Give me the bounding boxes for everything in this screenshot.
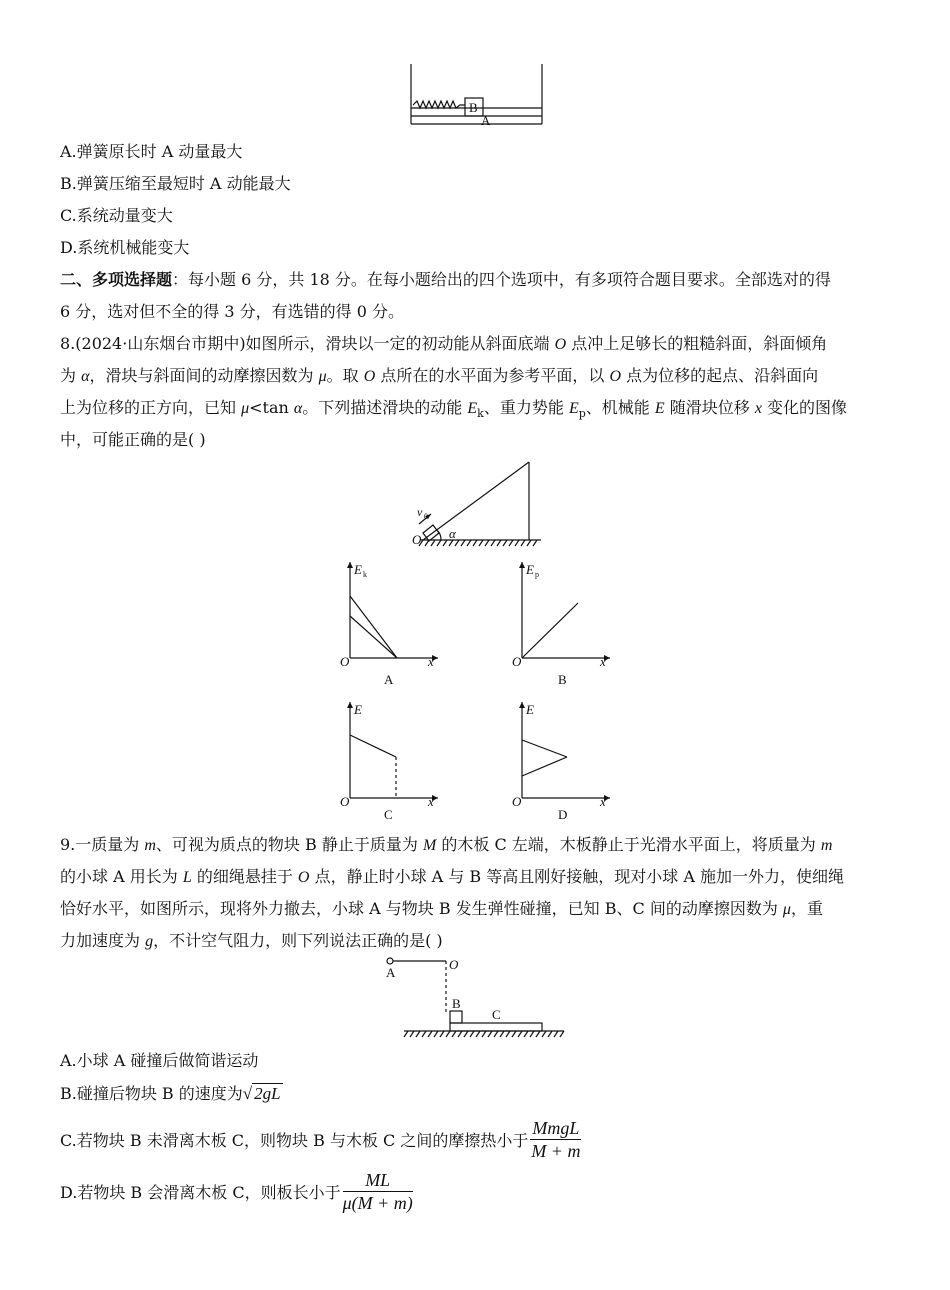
graph-b <box>512 560 617 690</box>
graph-b-caption: B <box>558 672 567 687</box>
q9-option-a: A.小球 A 碰撞后做简谐运动 <box>60 1051 259 1070</box>
q7-option-c: C.系统动量变大 <box>60 206 173 225</box>
svg-text:x: x <box>600 654 606 669</box>
q9-line-2: 的小球 A 用长为 L 的细绳悬挂于 O 点，静止时小球 A 与 B 等高且刚好接触，现对小球 A 施加一外力，使细绳 <box>60 867 844 886</box>
svg-text:O: O <box>512 654 522 669</box>
graph-a-caption: A <box>384 672 394 687</box>
svg-text:k: k <box>363 570 367 579</box>
board-c <box>450 1023 542 1031</box>
label-a: A <box>481 113 491 128</box>
svg-text:E: E <box>354 562 362 577</box>
q7-option-d: D.系统机械能变大 <box>60 238 190 257</box>
q8-line-3: 上为位移的正方向，已知 μ<tan α。下列描述滑块的动能 $E_k$、重力势能 $E_p$、机械能 E 随滑块位移 x 变化的图像 <box>60 398 848 421</box>
section-2-title: 二、多项选择题 <box>60 270 173 289</box>
q7-option-b: B.弹簧压缩至最短时 A 动能最大 <box>60 174 291 193</box>
fraction-c: $\frac{\text{MmgL}}{M + m}$ <box>531 1118 581 1161</box>
svg-text:O: O <box>340 654 350 669</box>
svg-text:E: E <box>526 702 534 717</box>
graph-c-caption: C <box>384 807 393 822</box>
svg-text:A: A <box>386 965 396 980</box>
q7-figure <box>405 64 550 130</box>
svg-text:p: p <box>535 570 539 579</box>
svg-text:α: α <box>449 526 456 541</box>
svg-text:O: O <box>412 532 422 547</box>
svg-text:O: O <box>340 794 350 809</box>
svg-text:O: O <box>449 957 459 972</box>
svg-text:x: x <box>428 794 434 809</box>
block-b <box>450 1011 462 1023</box>
spring <box>413 101 465 108</box>
q9-figure <box>380 955 570 1043</box>
q9-option-b: B.碰撞后物块 B 的速度为√ 2gL <box>60 1084 281 1103</box>
svg-text:E: E <box>354 702 362 717</box>
section-2-header: 二、多项选择题：每小题 6 分，共 18 分。在每小题给出的四个选项中，有多项符合题目要求。全部选对的得 <box>60 270 831 289</box>
svg-text:x: x <box>428 654 434 669</box>
q8-line-1: 8.(2024·山东烟台市期中)如图所示，滑块以一定的初动能从斜面底端 O 点冲上足够长的粗糙斜面，斜面倾角 <box>60 334 828 353</box>
section-2-text: 6 分，选对但不全的得 3 分，有选错的得 0 分。 <box>60 302 404 321</box>
q9-option-c: C.若物块 B 未滑离木板 C，则物块 B 与木板 C 之间的摩擦热小于 $\frac{\text{MmgL}}{M + m}$ <box>60 1118 581 1161</box>
graph-c <box>340 700 445 825</box>
svg-text:E: E <box>526 562 534 577</box>
svg-text:v: v <box>417 505 423 519</box>
q9-option-d: D.若物块 B 会滑离木板 C，则板长小于 $\frac{ML}{\mu(M + m)}$ <box>60 1170 413 1213</box>
graph-d-caption: D <box>558 807 568 822</box>
q7-option-a: A.弹簧原长时 A 动量最大 <box>60 142 243 161</box>
q8-line-4: 中，可能正确的是( ) <box>60 430 206 449</box>
q9-line-4: 力加速度为 g，不计空气阻力，则下列说法正确的是( ) <box>60 931 443 950</box>
svg-text:0: 0 <box>424 512 428 521</box>
label-b: B <box>469 100 478 115</box>
ball-a <box>387 958 393 964</box>
svg-text:C: C <box>492 1007 501 1022</box>
graph-d <box>512 700 617 825</box>
svg-text:B: B <box>452 996 461 1011</box>
sqrt-expression: √ 2gL <box>242 1084 281 1103</box>
q9-line-1: 9.一质量为 m、可视为质点的物块 B 静止于质量为 M 的木板 C 左端，木板静止于光滑水平面上，将质量为 m <box>60 835 833 854</box>
q8-incline-figure <box>405 458 545 550</box>
q8-line-2: 为 α，滑块与斜面间的动摩擦因数为 μ。取 O 点所在的水平面为参考平面，以 O 点为位移的起点、沿斜面向 <box>60 366 819 385</box>
svg-text:x: x <box>600 794 606 809</box>
fraction-d: $\frac{ML}{\mu(M + m)}$ <box>342 1170 413 1213</box>
q9-line-3: 恰好水平，如图所示，现将外力撤去，小球 A 与物块 B 发生弹性碰撞，已知 B、C 间的动摩擦因数为 μ，重 <box>60 899 823 918</box>
svg-text:O: O <box>512 794 522 809</box>
graph-a <box>340 560 445 690</box>
